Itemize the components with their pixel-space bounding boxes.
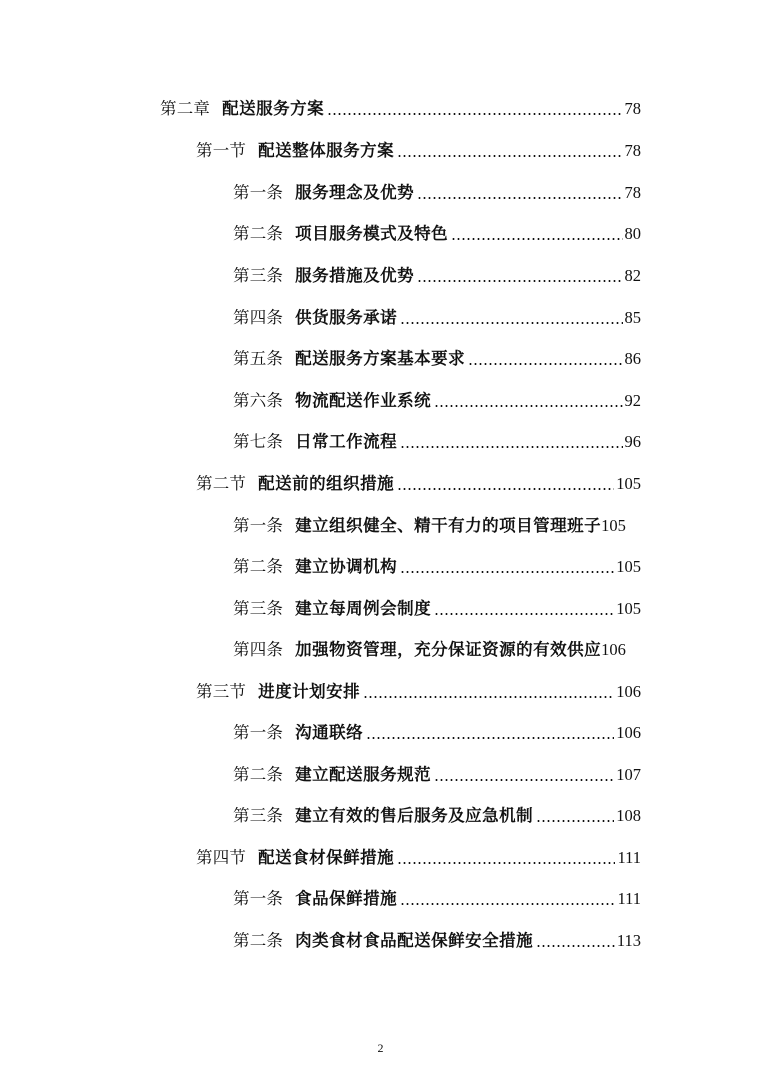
dot-leader xyxy=(434,779,614,781)
toc-entry-article[interactable] xyxy=(233,346,641,370)
toc-entry-page: 96 xyxy=(624,432,641,451)
dot-leader xyxy=(366,737,614,739)
dot-leader xyxy=(434,613,614,615)
toc-entry-chapter-2[interactable] xyxy=(160,96,641,120)
dot-leader xyxy=(400,903,615,905)
toc-entry-title: 肉类食材食品配送保鲜安全措施 xyxy=(295,931,534,950)
toc-entry-page: 105 xyxy=(616,474,641,493)
toc-entry-page: 85 xyxy=(624,308,641,327)
toc-entry-number: 第二条 xyxy=(233,765,284,784)
toc-entry-title: 建立组织健全、精干有力的项目管理班子 xyxy=(295,516,602,535)
toc-entry-page: 106 xyxy=(616,723,641,742)
toc-entry-title: 物流配送作业系统 xyxy=(295,391,432,410)
toc-entry-article[interactable] xyxy=(233,928,641,952)
dot-leader xyxy=(417,197,622,199)
toc-entry-number: 第三节 xyxy=(196,682,247,701)
toc-entry-number: 第三条 xyxy=(233,806,284,825)
toc-entry-page: 106 xyxy=(601,640,626,659)
toc-entry-title: 沟通联络 xyxy=(295,723,364,742)
toc-entry-number: 第二节 xyxy=(196,474,247,493)
toc-entry-title: 进度计划安排 xyxy=(258,682,361,701)
dot-leader xyxy=(397,862,615,864)
toc-entry-page: 78 xyxy=(624,141,641,160)
toc-entry-article[interactable] xyxy=(233,305,641,329)
dot-leader xyxy=(327,113,622,115)
toc-entry-number: 第一节 xyxy=(196,141,247,160)
toc-entry-article[interactable] xyxy=(233,720,641,744)
toc-entry-article[interactable] xyxy=(233,429,641,453)
toc-entry-title: 食品保鲜措施 xyxy=(295,889,398,908)
toc-entry-number: 第一条 xyxy=(233,516,284,535)
toc-entry-number: 第七条 xyxy=(233,432,284,451)
toc-entry-title: 配送食材保鲜措施 xyxy=(258,848,395,867)
toc-entry-page: 80 xyxy=(624,224,641,243)
toc-entry-title: 建立协调机构 xyxy=(295,557,398,576)
toc-entry-number: 第二条 xyxy=(233,557,284,576)
toc-entry-number: 第四条 xyxy=(233,308,284,327)
toc-entry-page: 107 xyxy=(616,765,641,784)
toc-entry-page: 105 xyxy=(616,557,641,576)
toc-entry-number: 第五条 xyxy=(233,349,284,368)
toc-entry-article[interactable] xyxy=(233,263,641,287)
toc-entry-title: 服务措施及优势 xyxy=(295,266,415,285)
toc-entry-title: 项目服务模式及特色 xyxy=(295,224,449,243)
toc-entry-number: 第四条 xyxy=(233,640,284,659)
toc-entry-title: 建立每周例会制度 xyxy=(295,599,432,618)
toc-entry-number: 第一条 xyxy=(233,889,284,908)
toc-entry-article[interactable] xyxy=(233,803,641,827)
toc-entry-page: 92 xyxy=(624,391,641,410)
page-number: 2 xyxy=(377,1041,384,1055)
toc-entry-article[interactable] xyxy=(233,762,641,786)
toc-entry-section[interactable] xyxy=(196,679,641,703)
toc-entry-number: 第二条 xyxy=(233,931,284,950)
toc-entry-title: 配送服务方案 xyxy=(222,99,325,118)
toc-entry-page: 113 xyxy=(616,931,641,950)
dot-leader xyxy=(397,488,614,490)
toc-entry-number: 第三条 xyxy=(233,599,284,618)
toc-entry-number: 第二条 xyxy=(233,224,284,243)
toc-entry-page: 105 xyxy=(616,599,641,618)
toc-entry-article[interactable] xyxy=(233,637,641,661)
toc-entry-article[interactable] xyxy=(233,596,641,620)
dot-leader xyxy=(400,571,614,573)
toc-entry-page: 78 xyxy=(624,183,641,202)
toc-entry-title: 配送前的组织措施 xyxy=(258,474,395,493)
toc-entry-page: 86 xyxy=(624,349,641,368)
dot-leader xyxy=(434,405,622,407)
toc-entry-number: 第三条 xyxy=(233,266,284,285)
toc-entry-article[interactable] xyxy=(233,513,641,537)
toc-entry-page: 82 xyxy=(624,266,641,285)
toc-entry-page: 106 xyxy=(616,682,641,701)
toc-entry-title: 建立配送服务规范 xyxy=(295,765,432,784)
toc-entry-article[interactable] xyxy=(233,221,641,245)
toc-entry-article[interactable] xyxy=(233,554,641,578)
toc-entry-number: 第六条 xyxy=(233,391,284,410)
toc-entry-title: 配送整体服务方案 xyxy=(258,141,395,160)
toc-entry-number: 第四节 xyxy=(196,848,247,867)
toc-entry-number: 第二章 xyxy=(160,99,211,118)
toc-entry-page: 105 xyxy=(601,516,626,535)
dot-leader xyxy=(363,696,614,698)
toc-entry-section[interactable] xyxy=(196,471,641,495)
toc-entry-section[interactable] xyxy=(196,138,641,162)
dot-leader xyxy=(536,945,615,947)
toc-entry-section[interactable] xyxy=(196,845,641,869)
toc-entry-page: 108 xyxy=(616,806,641,825)
toc-entry-title: 日常工作流程 xyxy=(295,432,398,451)
dot-leader xyxy=(417,280,622,282)
toc-entry-page: 78 xyxy=(624,99,641,118)
toc-entry-article[interactable] xyxy=(233,886,641,910)
toc-entry-title: 加强物资管理，充分保证资源的有效供应 xyxy=(295,640,602,659)
toc-entry-title: 服务理念及优势 xyxy=(295,183,415,202)
dot-leader xyxy=(451,238,622,240)
toc-entry-number: 第一条 xyxy=(233,183,284,202)
toc-entry-page: 111 xyxy=(617,889,641,908)
toc-entry-title: 配送服务方案基本要求 xyxy=(295,349,466,368)
dot-leader xyxy=(536,820,614,822)
toc-entry-article[interactable] xyxy=(233,388,641,412)
dot-leader xyxy=(468,363,622,365)
toc-entry-article[interactable] xyxy=(233,180,641,204)
toc-entry-page: 111 xyxy=(617,848,641,867)
toc-entry-title: 供货服务承诺 xyxy=(295,308,398,327)
dot-leader xyxy=(400,322,622,324)
dot-leader xyxy=(397,155,622,157)
dot-leader xyxy=(400,446,622,448)
toc-entry-title: 建立有效的售后服务及应急机制 xyxy=(295,806,534,825)
toc-entry-number: 第一条 xyxy=(233,723,284,742)
